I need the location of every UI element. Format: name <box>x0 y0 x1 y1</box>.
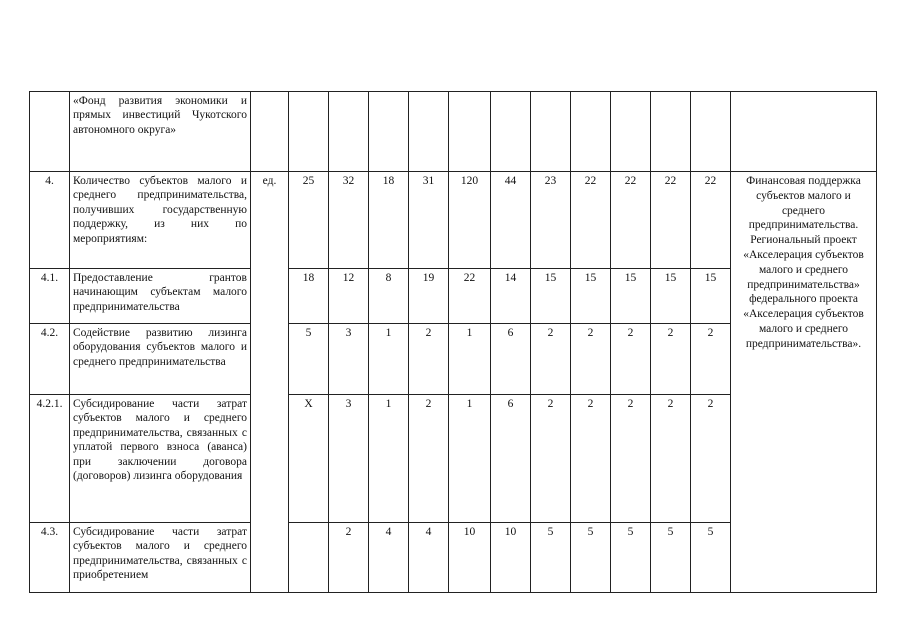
value-cell <box>531 92 571 172</box>
value-cell: 1 <box>369 324 409 395</box>
value-cell: 1 <box>449 324 491 395</box>
row-number: 4.2.1. <box>30 395 70 523</box>
value-cell: 2 <box>691 395 731 523</box>
value-cell: 6 <box>491 395 531 523</box>
value-cell: 2 <box>571 395 611 523</box>
value-cell <box>449 92 491 172</box>
value-cell: 19 <box>409 269 449 324</box>
value-cell: 18 <box>369 172 409 269</box>
value-cell <box>491 92 531 172</box>
value-cell: 5 <box>289 324 329 395</box>
value-cell: 15 <box>611 269 651 324</box>
value-cell: 3 <box>329 324 369 395</box>
value-cell: 5 <box>691 523 731 593</box>
value-cell: 2 <box>651 395 691 523</box>
value-cell: 8 <box>369 269 409 324</box>
table-row <box>30 92 877 172</box>
row-description: Субсидирование части затрат субъектов малого и среднего предпринимательства, связанных с приобретением <box>70 523 251 593</box>
row-number: 4.3. <box>30 523 70 593</box>
responsible-note: Финансовая поддержка субъектов малого и среднего предпринимательства. Региональный проект «Акселерация субъектов малого и среднего предпринимательства» федерального проекта «Акселерация субъектов малого и среднего предпринимательства». <box>731 172 877 593</box>
value-cell <box>289 92 329 172</box>
row-number: 4.1. <box>30 269 70 324</box>
value-cell: 10 <box>449 523 491 593</box>
value-cell: 5 <box>531 523 571 593</box>
value-cell: 22 <box>449 269 491 324</box>
row-description: «Фонд развития экономики и прямых инвестиций Чукотского автономного округа» <box>70 92 251 172</box>
value-cell: 32 <box>329 172 369 269</box>
row-number: 4. <box>30 172 70 269</box>
value-cell: 6 <box>491 324 531 395</box>
note-cell-empty <box>731 92 877 172</box>
value-cell: 2 <box>531 324 571 395</box>
value-cell: 18 <box>289 269 329 324</box>
row-unit: ед. <box>251 172 289 593</box>
value-cell: 120 <box>449 172 491 269</box>
row-number <box>30 92 70 172</box>
value-cell: 1 <box>369 395 409 523</box>
value-cell: 22 <box>571 172 611 269</box>
value-cell <box>409 92 449 172</box>
value-cell: 3 <box>329 395 369 523</box>
value-cell: 12 <box>329 269 369 324</box>
row-description: Предоставление грантов начинающим субъектам малого предпринимательства <box>70 269 251 324</box>
row-unit <box>289 523 329 593</box>
value-cell: 15 <box>651 269 691 324</box>
value-cell <box>369 92 409 172</box>
value-cell: 44 <box>491 172 531 269</box>
value-cell: 2 <box>329 523 369 593</box>
value-cell: 2 <box>571 324 611 395</box>
value-cell: 22 <box>611 172 651 269</box>
value-cell <box>691 92 731 172</box>
value-cell: 15 <box>691 269 731 324</box>
value-cell: 2 <box>611 324 651 395</box>
value-cell: 15 <box>531 269 571 324</box>
indicators-table <box>29 91 877 593</box>
value-cell: 5 <box>651 523 691 593</box>
value-cell: 2 <box>651 324 691 395</box>
row-unit <box>251 92 289 172</box>
value-cell: Х <box>289 395 329 523</box>
value-cell: 2 <box>611 395 651 523</box>
value-cell: 5 <box>611 523 651 593</box>
value-cell: 25 <box>289 172 329 269</box>
value-cell: 4 <box>369 523 409 593</box>
value-cell: 14 <box>491 269 531 324</box>
row-description: Субсидирование части затрат субъектов малого и среднего предпринимательства, связанных с уплатой первого взноса (аванса) при заключении договора (договоров) лизинга оборудования <box>70 395 251 523</box>
value-cell: 2 <box>409 324 449 395</box>
value-cell <box>329 92 369 172</box>
value-cell <box>611 92 651 172</box>
value-cell <box>651 92 691 172</box>
row-description: Содействие развитию лизинга оборудования субъектов малого и среднего предпринимательства <box>70 324 251 395</box>
table-row <box>30 172 877 269</box>
value-cell: 22 <box>651 172 691 269</box>
value-cell: 31 <box>409 172 449 269</box>
value-cell: 2 <box>409 395 449 523</box>
value-cell: 22 <box>691 172 731 269</box>
value-cell: 2 <box>531 395 571 523</box>
value-cell: 2 <box>691 324 731 395</box>
value-cell: 15 <box>571 269 611 324</box>
row-description: Количество субъектов малого и среднего предпринимательства, получивших государственную поддержку, из них по мероприятиям: <box>70 172 251 269</box>
value-cell: 23 <box>531 172 571 269</box>
value-cell: 4 <box>409 523 449 593</box>
value-cell: 10 <box>491 523 531 593</box>
value-cell: 1 <box>449 395 491 523</box>
row-number: 4.2. <box>30 324 70 395</box>
value-cell: 5 <box>571 523 611 593</box>
value-cell <box>571 92 611 172</box>
